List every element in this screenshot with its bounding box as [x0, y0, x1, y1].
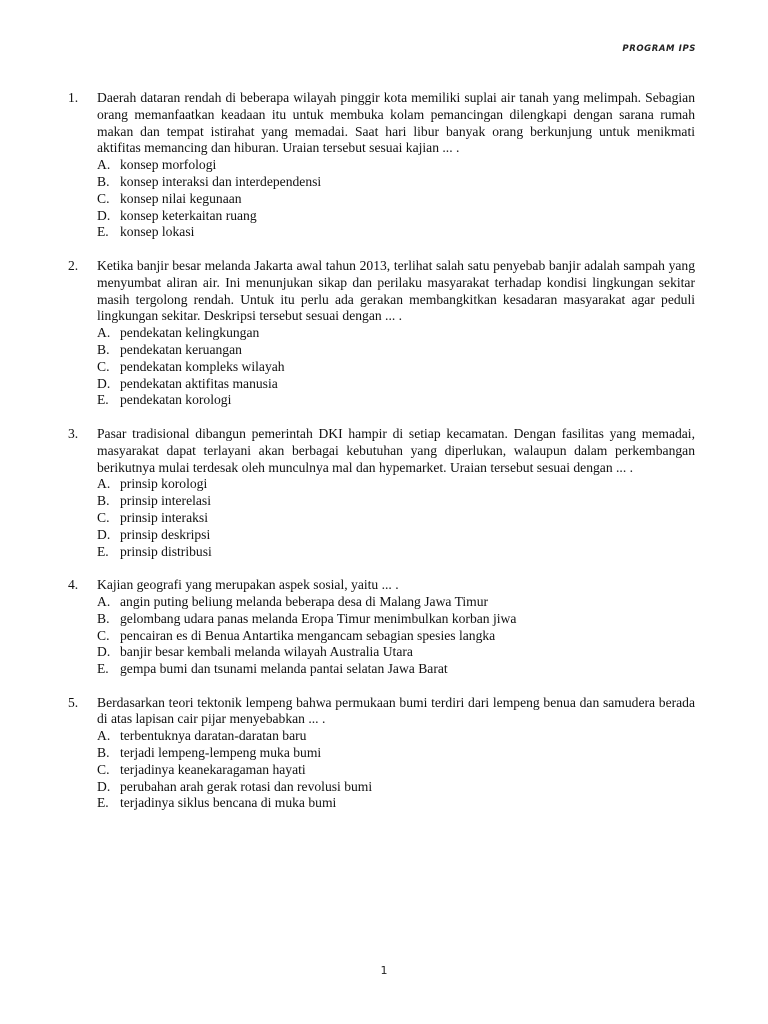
option-letter: B.: [97, 745, 110, 761]
option-letter: B.: [97, 341, 110, 357]
option-e: [97, 661, 695, 678]
question-text: Berdasarkan teori tektonik lempeng bahwa permukaan bumi terdiri dari lempeng benua dan samudera berada di atas lapisan cair pijar menyebabkan ... .: [97, 694, 695, 727]
option-text: pendekatan keruangan: [120, 341, 242, 357]
option-b: [97, 342, 695, 359]
option-c: [97, 628, 695, 645]
option-c: [97, 510, 695, 527]
option-text: konsep interaksi dan interdependensi: [120, 173, 322, 189]
option-letter: A.: [97, 325, 111, 341]
option-text: gempa bumi dan tsunami melanda pantai selatan Jawa Barat: [120, 661, 448, 677]
option-text: prinsip interaksi: [120, 509, 208, 525]
option-text: pendekatan kelingkungan: [120, 325, 260, 341]
option-e: [97, 392, 695, 409]
page-number: 1: [380, 964, 388, 977]
option-text: konsep nilai kegunaan: [120, 190, 242, 206]
option-c: [97, 191, 695, 208]
option-text: konsep keterkaitan ruang: [120, 207, 257, 223]
option-letter: C.: [97, 358, 110, 374]
question-text: Kajian geografi yang merupakan aspek sosial, yaitu ... .: [97, 577, 399, 593]
option-d: [97, 376, 695, 393]
option-letter: E.: [97, 795, 109, 811]
question-text: Daerah dataran rendah di beberapa wilayah pinggir kota memiliki suplai air tanah yang melimpah. Sebagian orang memanfaatkan keadaan itu untuk membuka kolam pemancingan dilengkapi dengan sarana rumah makan dan tempat istirahat yang memadai. Saat hari libur banyak orang berkunjung untuk menikmati aktifitas memancing dan hiburan. Uraian tersebut sesuai kajian ... .: [97, 90, 695, 156]
option-list: [97, 157, 695, 241]
option-text: banjir besar kembali melanda wilayah Australia Utara: [120, 644, 413, 660]
option-letter: E.: [97, 543, 109, 559]
option-text: prinsip interelasi: [120, 493, 211, 509]
option-a: [97, 157, 695, 174]
option-d: [97, 527, 695, 544]
question-list: [68, 90, 695, 829]
option-b: [97, 611, 695, 628]
option-text: pendekatan aktifitas manusia: [120, 375, 278, 391]
option-text: prinsip deskripsi: [120, 526, 211, 542]
option-a: [97, 325, 695, 342]
question-5: [68, 695, 695, 813]
option-text: pencairan es di Benua Antartika mengancam sebagian spesies langka: [120, 627, 496, 643]
option-list: [97, 476, 695, 560]
option-letter: B.: [97, 173, 110, 189]
question-text: Pasar tradisional dibangun pemerintah DKI hampir di setiap kecamatan. Dengan fasilitas yang memadai, masyarakat dapat terlayani akan berbagai kebutuhan yang diperlukan, walaupun dalam perkembangan berikutnya mulai terdesak oleh munculnya mal dan hypemarket. Uraian tersebut sesuai dengan ... .: [97, 425, 695, 475]
option-text: terjadinya keanekaragaman hayati: [120, 761, 306, 777]
option-text: pendekatan korologi: [120, 392, 232, 408]
option-list: [97, 325, 695, 409]
option-text: gelombang udara panas melanda Eropa Timur menimbulkan korban jiwa: [120, 610, 517, 626]
option-letter: B.: [97, 610, 110, 626]
option-c: [97, 762, 695, 779]
option-letter: C.: [97, 509, 110, 525]
option-b: [97, 745, 695, 762]
option-letter: D.: [97, 207, 111, 223]
option-text: terjadi lempeng-lempeng muka bumi: [120, 745, 322, 761]
option-letter: E.: [97, 661, 109, 677]
question-text: Ketika banjir besar melanda Jakarta awal tahun 2013, terlihat salah satu penyebab banjir adalah sampah yang menyumbat aliran air. Ini menunjukan sikap dan perilaku masyarakat terhadap kondisi lingkungan sekitar masih tergolong rendah. Untuk itu perlu ada gerakan membangkitkan kesadaran masyarakat agar peduli lingkungan sekitar. Deskripsi tersebut sesuai dengan ... .: [97, 257, 695, 324]
option-text: perubahan arah gerak rotasi dan revolusi bumi: [120, 778, 373, 794]
option-b: [97, 174, 695, 191]
option-e: [97, 795, 695, 812]
option-letter: D.: [97, 526, 111, 542]
option-letter: C.: [97, 627, 110, 643]
option-list: [97, 594, 695, 678]
option-e: [97, 224, 695, 241]
option-text: terbentuknya daratan-daratan baru: [120, 728, 307, 744]
option-letter: D.: [97, 778, 111, 794]
question-number: 4.: [68, 577, 79, 593]
option-d: [97, 779, 695, 796]
option-letter: C.: [97, 190, 110, 206]
option-text: angin puting beliung melanda beberapa desa di Malang Jawa Timur: [120, 593, 489, 609]
question-number: 2.: [68, 257, 79, 273]
option-a: [97, 476, 695, 493]
program-label: PROGRAM IPS: [622, 44, 696, 54]
option-letter: E.: [97, 224, 109, 240]
question-1: [68, 90, 695, 241]
option-letter: A.: [97, 728, 111, 744]
question-number: 1.: [68, 90, 79, 105]
option-c: [97, 359, 695, 376]
option-letter: D.: [97, 644, 111, 660]
option-d: [97, 208, 695, 225]
option-a: [97, 594, 695, 611]
option-b: [97, 493, 695, 510]
option-letter: A.: [97, 157, 111, 173]
option-letter: B.: [97, 493, 110, 509]
option-letter: A.: [97, 593, 111, 609]
option-e: [97, 544, 695, 561]
question-3: [68, 426, 695, 560]
option-text: konsep lokasi: [120, 224, 195, 240]
option-text: prinsip korologi: [120, 476, 208, 492]
option-letter: C.: [97, 761, 110, 777]
option-letter: D.: [97, 375, 111, 391]
option-text: konsep morfologi: [120, 157, 217, 173]
option-text: terjadinya siklus bencana di muka bumi: [120, 795, 337, 811]
question-number: 3.: [68, 425, 79, 441]
option-a: [97, 728, 695, 745]
option-text: pendekatan kompleks wilayah: [120, 358, 285, 374]
option-text: prinsip distribusi: [120, 543, 212, 559]
option-d: [97, 644, 695, 661]
option-letter: E.: [97, 392, 109, 408]
question-2: [68, 258, 695, 409]
question-4: [68, 577, 695, 678]
option-list: [97, 728, 695, 812]
question-number: 5.: [68, 694, 79, 710]
option-letter: A.: [97, 476, 111, 492]
